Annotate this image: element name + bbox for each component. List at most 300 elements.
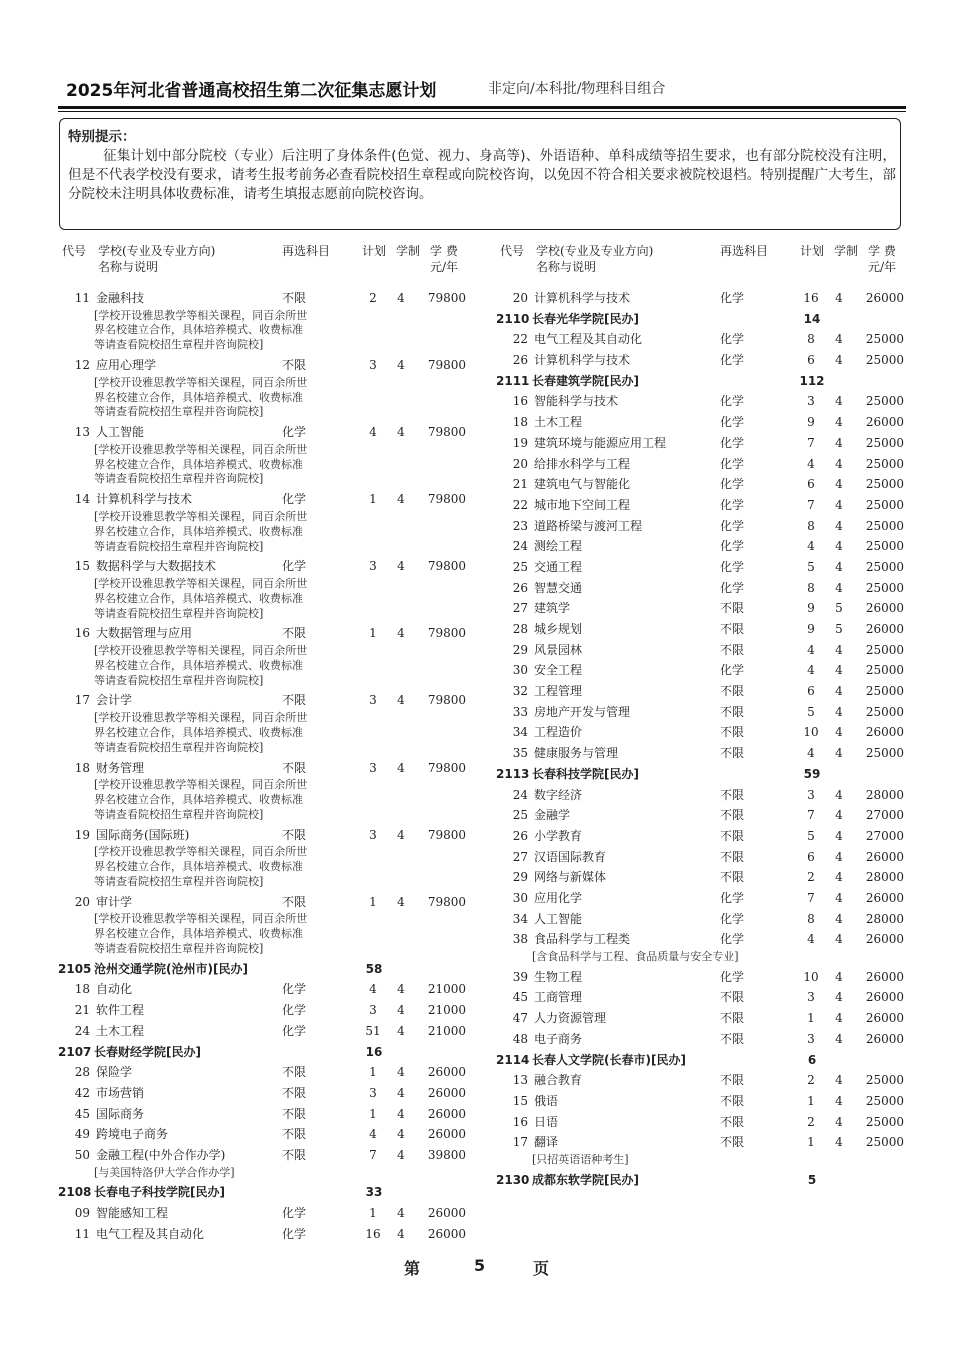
major-code: 42 xyxy=(74,1085,90,1100)
required-subject: 不限 xyxy=(282,1106,307,1121)
major-row xyxy=(58,979,468,1000)
plan-count: 3 xyxy=(369,1003,377,1018)
major-name: 测绘工程 xyxy=(534,539,583,554)
major-row xyxy=(496,785,906,806)
major-code: 23 xyxy=(512,518,528,533)
school-code: 2105 xyxy=(58,961,92,976)
plan-count: 1 xyxy=(369,1106,377,1121)
header-name-sub: 名称与说明 xyxy=(98,260,159,274)
major-row xyxy=(58,556,468,577)
page-header xyxy=(60,74,906,104)
required-subject: 不限 xyxy=(720,684,745,699)
plan-count: 3 xyxy=(369,760,377,775)
major-name: 交通工程 xyxy=(534,559,583,574)
study-length: 4 xyxy=(835,456,843,471)
major-note: [学校开设雅思教学等相关课程，同百余所世 界名校建立合作，具体培养模式、收费标准 等请查看院校招生章程并咨询院校] xyxy=(94,644,308,687)
table-header-left xyxy=(58,240,468,288)
major-code: 30 xyxy=(512,663,528,678)
tuition-fee: 26000 xyxy=(865,849,904,864)
required-subject: 化学 xyxy=(282,1023,307,1038)
required-subject: 化学 xyxy=(282,1003,307,1018)
tuition-fee: 26000 xyxy=(865,1031,904,1046)
study-length: 4 xyxy=(835,353,843,368)
major-row xyxy=(496,350,906,371)
required-subject: 化学 xyxy=(282,425,307,440)
required-subject: 化学 xyxy=(720,497,745,512)
header-fee-unit: 元/年 xyxy=(430,260,459,274)
major-code: 25 xyxy=(512,559,528,574)
study-length: 4 xyxy=(835,1093,843,1108)
major-row xyxy=(496,474,906,495)
major-row xyxy=(58,288,468,309)
plan-count: 16 xyxy=(365,1226,381,1241)
school-code: 2107 xyxy=(58,1044,92,1059)
study-length: 4 xyxy=(835,497,843,512)
required-subject: 不限 xyxy=(720,1011,745,1026)
required-subject: 不限 xyxy=(720,1114,745,1129)
tuition-fee: 79800 xyxy=(427,291,466,305)
tuition-fee: 25000 xyxy=(865,332,904,347)
study-length: 4 xyxy=(397,1127,405,1142)
study-length: 4 xyxy=(397,1206,405,1221)
notice-title: 特别提示： xyxy=(68,129,136,145)
study-length: 4 xyxy=(835,539,843,554)
major-name: 生物工程 xyxy=(534,969,583,984)
major-code: 48 xyxy=(512,1031,528,1046)
school-code: 2110 xyxy=(496,311,530,326)
study-length: 4 xyxy=(397,626,405,641)
required-subject: 化学 xyxy=(720,477,745,492)
school-code: 2130 xyxy=(496,1172,530,1187)
required-subject: 不限 xyxy=(282,760,307,775)
plan-count: 1 xyxy=(807,1135,815,1150)
table-header-right xyxy=(496,240,906,288)
study-length: 4 xyxy=(835,1114,843,1129)
school-plan-total: 112 xyxy=(799,373,825,388)
page-number: 5 xyxy=(474,1256,486,1275)
plan-count: 4 xyxy=(807,456,815,471)
school-code: 2114 xyxy=(496,1052,530,1067)
major-code: 11 xyxy=(74,291,90,305)
major-row xyxy=(496,516,906,537)
plan-count: 3 xyxy=(807,1031,815,1046)
tuition-fee: 28000 xyxy=(865,870,904,885)
major-note: [学校开设雅思教学等相关课程，同百余所世 界名校建立合作，具体培养模式、收费标准 等请查看院校招生章程并咨询院校] xyxy=(94,912,308,955)
major-row xyxy=(496,619,906,640)
tuition-fee: 26000 xyxy=(865,291,904,305)
major-row xyxy=(58,1203,468,1224)
major-code: 21 xyxy=(74,1003,90,1018)
major-row xyxy=(496,888,906,909)
major-row xyxy=(496,640,906,661)
study-length: 4 xyxy=(397,1085,405,1100)
major-row xyxy=(496,722,906,743)
study-length: 4 xyxy=(835,1073,843,1088)
school-code: 2108 xyxy=(58,1185,92,1200)
tuition-fee: 26000 xyxy=(865,622,904,636)
major-row xyxy=(496,929,906,950)
plan-count: 1 xyxy=(807,1093,815,1108)
major-code: 18 xyxy=(74,982,90,997)
study-length: 4 xyxy=(397,1003,405,1018)
tuition-fee: 25000 xyxy=(865,1114,904,1129)
school-row xyxy=(496,309,906,330)
plan-count: 1 xyxy=(369,492,377,507)
major-name: 大数据管理与应用 xyxy=(96,626,193,641)
study-length: 4 xyxy=(835,580,843,595)
plan-count: 3 xyxy=(369,559,377,574)
school-code: 2113 xyxy=(496,766,530,781)
major-code: 15 xyxy=(74,559,90,574)
tuition-fee: 25000 xyxy=(865,684,904,699)
study-length: 4 xyxy=(835,1031,843,1046)
major-row xyxy=(496,557,906,578)
header-code: 代号 xyxy=(500,244,525,258)
header-name-sub: 名称与说明 xyxy=(536,260,597,274)
plan-count: 5 xyxy=(807,559,815,574)
plan-count: 3 xyxy=(369,1085,377,1100)
major-name: 建筑学 xyxy=(534,601,571,616)
right-rows xyxy=(496,288,906,1190)
major-name: 数字经济 xyxy=(534,787,583,802)
required-subject: 不限 xyxy=(282,358,307,373)
major-name: 安全工程 xyxy=(534,663,583,678)
required-subject: 化学 xyxy=(720,332,745,347)
major-name: 道路桥梁与渡河工程 xyxy=(534,518,643,533)
study-length: 4 xyxy=(835,435,843,450)
plan-count: 4 xyxy=(369,425,377,440)
major-code: 13 xyxy=(74,425,90,440)
major-note: [学校开设雅思教学等相关课程，同百余所世 界名校建立合作，具体培养模式、收费标准 等请查看院校招生章程并咨询院校] xyxy=(94,845,308,888)
major-note: [学校开设雅思教学等相关课程，同百余所世 界名校建立合作，具体培养模式、收费标准 等请查看院校招生章程并咨询院校] xyxy=(94,577,308,620)
tuition-fee: 26000 xyxy=(865,725,904,740)
major-note: [学校开设雅思教学等相关课程，同百余所世 界名校建立合作，具体培养模式、收费标准 等请查看院校招生章程并咨询院校] xyxy=(94,308,308,352)
study-length: 4 xyxy=(397,894,405,909)
study-length: 4 xyxy=(835,808,843,823)
plan-count: 4 xyxy=(807,642,815,657)
required-subject: 化学 xyxy=(282,982,307,997)
tuition-fee: 21000 xyxy=(427,982,466,997)
major-name: 智能感知工程 xyxy=(96,1206,169,1221)
required-subject: 化学 xyxy=(720,518,745,533)
tuition-fee: 26000 xyxy=(865,1011,904,1026)
major-code: 24 xyxy=(74,1023,90,1038)
tuition-fee: 25000 xyxy=(865,394,904,409)
left-rows xyxy=(58,288,468,1245)
header-name: 学校(专业及专业方向) xyxy=(98,244,216,258)
plan-count: 2 xyxy=(807,1114,815,1129)
required-subject: 不限 xyxy=(720,601,745,616)
tuition-fee: 25000 xyxy=(865,497,904,512)
tuition-fee: 79800 xyxy=(427,626,466,641)
page-title: 2025年河北省普通高校招生第二次征集志愿计划 xyxy=(66,81,437,101)
major-row xyxy=(496,805,906,826)
major-row xyxy=(58,1062,468,1083)
tuition-fee: 21000 xyxy=(427,1003,466,1018)
required-subject: 不限 xyxy=(720,1031,745,1046)
study-length: 4 xyxy=(397,1147,405,1162)
major-code: 13 xyxy=(512,1073,528,1088)
tuition-fee: 25000 xyxy=(865,435,904,450)
major-name: 汉语国际教育 xyxy=(534,849,607,864)
major-name: 计算机科学与技术 xyxy=(534,291,631,305)
header-rule-thick xyxy=(58,106,906,109)
major-row xyxy=(496,909,906,930)
tuition-fee: 26000 xyxy=(427,1226,466,1241)
major-code: 45 xyxy=(74,1106,90,1121)
school-name: 长春财经学院[民办] xyxy=(94,1044,201,1059)
tuition-fee: 25000 xyxy=(865,580,904,595)
major-name: 工程造价 xyxy=(534,725,583,740)
major-name: 应用心理学 xyxy=(96,358,157,373)
major-name: 建筑电气与智能化 xyxy=(534,477,631,492)
major-code: 34 xyxy=(512,725,528,740)
required-subject: 化学 xyxy=(720,663,745,678)
major-name: 土木工程 xyxy=(96,1023,145,1038)
study-length: 4 xyxy=(835,291,843,305)
major-row xyxy=(496,412,906,433)
major-code: 11 xyxy=(74,1226,90,1241)
special-notice-box xyxy=(59,118,901,230)
major-row xyxy=(58,892,468,913)
required-subject: 不限 xyxy=(720,622,745,636)
tuition-fee: 79800 xyxy=(427,760,466,775)
school-name: 沧州交通学院(沧州市)[民办] xyxy=(94,961,248,976)
tuition-fee: 25000 xyxy=(865,518,904,533)
major-note: [学校开设雅思教学等相关课程，同百余所世 界名校建立合作，具体培养模式、收费标准 等请查看院校招生章程并咨询院校] xyxy=(94,711,308,754)
major-row xyxy=(58,1145,468,1166)
major-row xyxy=(58,1124,468,1145)
plan-count: 8 xyxy=(807,332,815,347)
study-length: 4 xyxy=(835,559,843,574)
required-subject: 不限 xyxy=(282,693,307,708)
plan-count: 9 xyxy=(807,622,815,636)
major-code: 21 xyxy=(512,477,528,492)
major-row xyxy=(496,495,906,516)
major-code: 20 xyxy=(512,456,528,471)
required-subject: 化学 xyxy=(720,580,745,595)
school-plan-total: 16 xyxy=(365,1044,383,1059)
required-subject: 不限 xyxy=(720,990,745,1005)
tuition-fee: 79800 xyxy=(427,894,466,909)
major-row xyxy=(58,758,468,779)
major-code: 25 xyxy=(512,808,528,823)
study-length: 4 xyxy=(835,725,843,740)
major-name: 工商管理 xyxy=(534,990,583,1005)
major-name: 电子商务 xyxy=(534,1031,583,1046)
plan-count: 3 xyxy=(807,394,815,409)
study-length: 4 xyxy=(397,982,405,997)
major-name: 城市地下空间工程 xyxy=(534,497,631,512)
plan-count: 4 xyxy=(807,932,815,947)
major-name: 市场营销 xyxy=(96,1085,145,1100)
required-subject: 不限 xyxy=(720,828,745,843)
plan-count: 7 xyxy=(807,435,815,450)
major-row xyxy=(496,867,906,888)
tuition-fee: 79800 xyxy=(427,693,466,708)
major-row xyxy=(496,536,906,557)
major-code: 26 xyxy=(512,580,528,595)
required-subject: 化学 xyxy=(720,394,745,409)
plan-count: 1 xyxy=(369,626,377,641)
major-name: 房地产开发与管理 xyxy=(534,704,631,719)
major-code: 18 xyxy=(74,760,90,775)
school-name: 成都东软学院[民办] xyxy=(532,1172,639,1187)
plan-count: 4 xyxy=(369,1127,377,1142)
header-plan: 计划 xyxy=(362,244,387,258)
study-length: 4 xyxy=(835,663,843,678)
footer-suffix: 页 xyxy=(533,1259,550,1278)
plan-count: 3 xyxy=(807,990,815,1005)
plan-count: 3 xyxy=(369,827,377,842)
required-subject: 不限 xyxy=(720,642,745,657)
tuition-fee: 28000 xyxy=(865,911,904,926)
major-code: 22 xyxy=(512,332,528,347)
major-note: [含食品科学与工程、食品质量与安全专业] xyxy=(532,950,739,963)
major-code: 24 xyxy=(512,539,528,554)
major-name: 跨境电子商务 xyxy=(96,1127,169,1142)
major-name: 建筑环境与能源应用工程 xyxy=(534,435,667,450)
major-note: [与美国特洛伊大学合作办学] xyxy=(94,1165,235,1179)
school-row xyxy=(58,959,468,980)
major-row xyxy=(58,422,468,443)
major-name: 智能科学与技术 xyxy=(534,394,619,409)
required-subject: 不限 xyxy=(720,1135,745,1150)
plan-count: 3 xyxy=(369,693,377,708)
major-note: [学校开设雅思教学等相关课程，同百余所世 界名校建立合作，具体培养模式、收费标准 等请查看院校招生章程并咨询院校] xyxy=(94,375,308,419)
plan-count: 1 xyxy=(369,1065,377,1080)
major-name: 智慧交通 xyxy=(534,580,583,595)
major-code: 24 xyxy=(512,787,528,802)
plan-count: 8 xyxy=(807,580,815,595)
major-code: 30 xyxy=(512,890,528,905)
major-name: 国际商务 xyxy=(96,1106,145,1121)
required-subject: 不限 xyxy=(720,808,745,823)
major-note: [学校开设雅思教学等相关课程，同百余所世 界名校建立合作，具体培养模式、收费标准 等请查看院校招生章程并咨询院校] xyxy=(94,778,308,821)
tuition-fee: 79800 xyxy=(427,559,466,574)
header-subject: 再选科目 xyxy=(282,244,331,258)
major-name: 城乡规划 xyxy=(534,622,583,636)
tuition-fee: 26000 xyxy=(427,1085,466,1100)
tuition-fee: 26000 xyxy=(865,932,904,947)
header-fee: 学 费 xyxy=(868,244,896,258)
major-code: 20 xyxy=(74,894,90,909)
tuition-fee: 27000 xyxy=(865,828,904,843)
study-length: 4 xyxy=(397,358,405,373)
required-subject: 化学 xyxy=(720,435,745,450)
major-name: 给排水科学与工程 xyxy=(534,456,631,471)
plan-count: 1 xyxy=(369,894,377,909)
plan-count: 4 xyxy=(369,982,377,997)
major-name: 融合教育 xyxy=(534,1073,583,1088)
study-length: 4 xyxy=(397,1023,405,1038)
tuition-fee: 26000 xyxy=(865,415,904,430)
plan-count: 16 xyxy=(803,291,819,305)
required-subject: 不限 xyxy=(282,894,307,909)
major-row xyxy=(58,825,468,846)
study-length: 4 xyxy=(835,870,843,885)
tuition-fee: 28000 xyxy=(865,787,904,802)
major-name: 会计学 xyxy=(96,693,133,708)
school-row xyxy=(496,1170,906,1191)
major-name: 土木工程 xyxy=(534,415,583,430)
plan-count: 1 xyxy=(807,1011,815,1026)
major-name: 金融科技 xyxy=(96,291,145,305)
study-length: 4 xyxy=(397,492,405,507)
required-subject: 化学 xyxy=(720,911,745,926)
major-row xyxy=(58,1000,468,1021)
school-plan-total: 58 xyxy=(365,961,383,976)
tuition-fee: 39800 xyxy=(427,1147,466,1162)
required-subject: 化学 xyxy=(720,539,745,554)
study-length: 4 xyxy=(835,684,843,699)
major-name: 人工智能 xyxy=(534,911,583,926)
major-code: 19 xyxy=(512,435,528,450)
study-length: 4 xyxy=(397,559,405,574)
required-subject: 不限 xyxy=(720,704,745,719)
school-row xyxy=(58,1182,468,1203)
required-subject: 化学 xyxy=(720,291,745,305)
plan-count: 6 xyxy=(807,477,815,492)
tuition-fee: 26000 xyxy=(865,601,904,616)
plan-count: 51 xyxy=(365,1023,381,1038)
major-row xyxy=(496,660,906,681)
major-code: 14 xyxy=(74,492,90,507)
tuition-fee: 25000 xyxy=(865,539,904,554)
major-name: 软件工程 xyxy=(96,1003,145,1018)
major-code: 28 xyxy=(74,1065,90,1080)
plan-count: 9 xyxy=(807,415,815,430)
school-name: 长春人文学院(长春市)[民办] xyxy=(532,1052,686,1067)
major-code: 45 xyxy=(512,990,528,1005)
major-code: 27 xyxy=(512,601,528,616)
major-code: 15 xyxy=(512,1093,528,1108)
major-row xyxy=(496,1132,906,1153)
plan-count: 7 xyxy=(369,1147,377,1162)
tuition-fee: 25000 xyxy=(865,477,904,492)
school-row xyxy=(496,371,906,392)
major-row xyxy=(496,391,906,412)
plan-count: 6 xyxy=(807,849,815,864)
major-code: 29 xyxy=(512,870,528,885)
major-name: 审计学 xyxy=(96,894,133,909)
major-code: 16 xyxy=(512,1114,528,1129)
school-plan-total: 6 xyxy=(807,1052,817,1067)
left-column xyxy=(58,240,468,1245)
header-fee-unit: 元/年 xyxy=(868,260,897,274)
required-subject: 不限 xyxy=(720,849,745,864)
major-name: 应用化学 xyxy=(534,890,583,905)
major-code: 28 xyxy=(512,622,528,636)
plan-count: 5 xyxy=(807,704,815,719)
major-code: 35 xyxy=(512,746,528,761)
study-length: 4 xyxy=(397,693,405,708)
required-subject: 不限 xyxy=(282,827,307,842)
plan-count: 7 xyxy=(807,808,815,823)
major-note: [只招英语语种考生] xyxy=(532,1152,629,1166)
major-code: 32 xyxy=(512,684,528,699)
footer-prefix: 第 xyxy=(404,1259,421,1278)
school-plan-total: 5 xyxy=(807,1172,817,1187)
major-row xyxy=(58,1021,468,1042)
major-row xyxy=(496,1070,906,1091)
major-row xyxy=(496,329,906,350)
plan-count: 8 xyxy=(807,911,815,926)
study-length: 4 xyxy=(835,911,843,926)
study-length: 4 xyxy=(835,332,843,347)
school-row xyxy=(496,1050,906,1071)
study-length: 5 xyxy=(835,601,843,616)
